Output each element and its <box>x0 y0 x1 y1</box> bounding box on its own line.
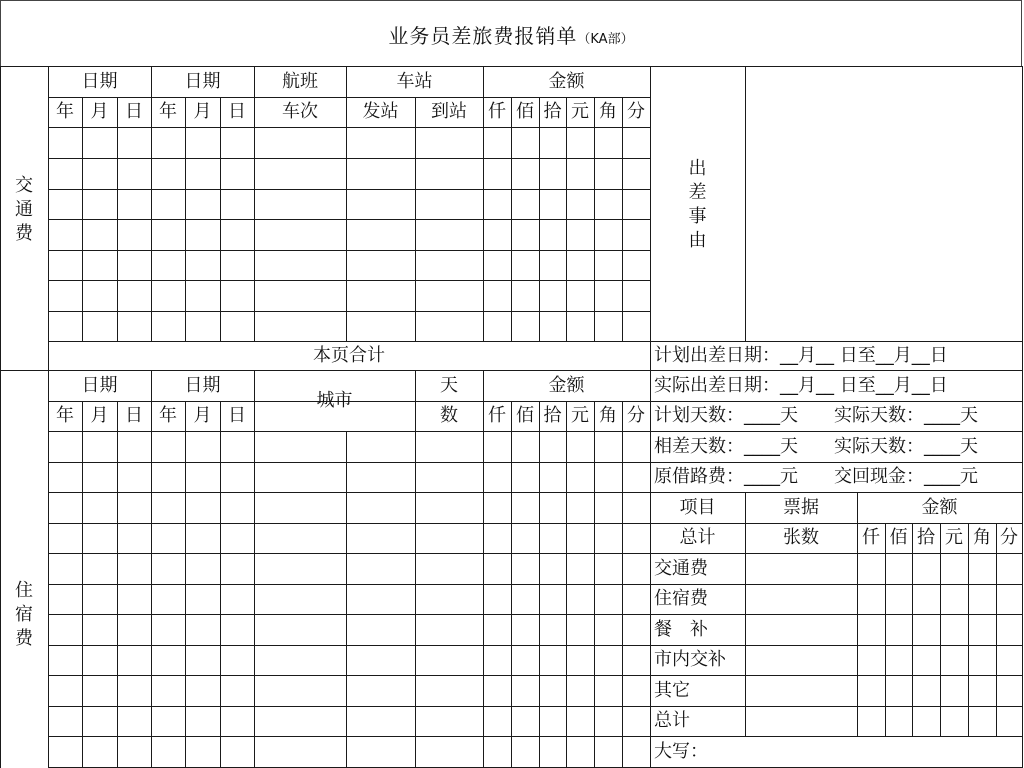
grid-line <box>885 523 886 737</box>
grid-line <box>82 97 83 342</box>
summary-row-label: 交通费 <box>654 557 708 579</box>
travel-advance: 原借路费：____元 <box>654 466 798 487</box>
transport-row-line <box>48 158 651 159</box>
grid-line <box>48 127 651 128</box>
actual-days: 实际天数：____天 <box>834 405 978 426</box>
grid-line <box>117 97 118 342</box>
lodging-header-amount: 金额 <box>548 374 585 396</box>
transport-header-month: 月 <box>90 101 109 122</box>
lodging-row-line <box>48 462 651 463</box>
amount-in-words: 大写： <box>654 740 708 762</box>
form-title-text: 业务员差旅费报销单 <box>388 24 578 48</box>
lodging-row-line <box>48 584 651 585</box>
form-title <box>0 20 1022 49</box>
form-right-border <box>1022 66 1023 768</box>
lodging-header-days-top: 天 <box>440 374 458 396</box>
summary-row-label: 其它 <box>654 679 690 701</box>
lodging-amount-unit: 元 <box>571 405 589 426</box>
planned-days: 计划天数：____天 <box>654 405 798 426</box>
transport-amount-unit: 角 <box>599 101 617 122</box>
grid-line <box>622 401 623 768</box>
lodging-header-checkin-date: 日期 <box>81 374 118 396</box>
grid-line <box>220 401 221 768</box>
summary-row-label: 住宿费 <box>654 588 708 609</box>
summary-amount-unit: 分 <box>1000 527 1018 548</box>
transport-row-line <box>48 280 651 281</box>
summary-amount-unit: 元 <box>945 527 963 548</box>
trip-reason-divider <box>745 66 746 342</box>
lodging-section-label: 住 宿 费 <box>15 580 33 649</box>
grid-line <box>912 523 913 737</box>
transport-header-day: 日 <box>125 101 143 122</box>
lodging-row-line <box>48 706 651 707</box>
grid-line <box>566 401 567 768</box>
grid-line <box>346 431 347 768</box>
difference-days: 相差天数：____天 <box>654 435 798 457</box>
lodging-row-line <box>48 492 651 493</box>
grid-line <box>415 97 416 342</box>
transport-header-from: 发站 <box>362 101 399 122</box>
summary-amount-unit: 佰 <box>889 527 908 548</box>
lodging-header-day: 日 <box>125 405 143 426</box>
lodging-row-line <box>48 614 651 615</box>
grid-line <box>622 97 623 342</box>
grid-line <box>539 97 540 342</box>
lodging-header-year: 年 <box>56 405 74 426</box>
trip-reason-label: 出 差 事 由 <box>688 158 707 251</box>
grid-line <box>594 401 595 768</box>
transport-header-month: 月 <box>193 101 212 122</box>
lodging-header-month: 月 <box>193 405 212 426</box>
summary-header-item: 项目 <box>679 496 716 518</box>
lodging-row-line <box>48 523 651 524</box>
transport-header-arrive-date: 日期 <box>184 70 221 92</box>
grid-line <box>220 97 221 342</box>
transport-row-line <box>48 189 651 190</box>
grid-line <box>48 431 651 432</box>
actual-trip-dates: 实际出差日期：__月__ 日至__月__日 <box>654 374 948 396</box>
transport-header-year: 年 <box>159 101 177 122</box>
lodging-header-checkout-date: 日期 <box>184 374 221 396</box>
lodging-row-line <box>48 553 651 554</box>
lodging-header-month: 月 <box>90 405 109 426</box>
lodging-amount-unit: 角 <box>599 405 617 426</box>
grid-line <box>566 97 567 342</box>
grid-line <box>996 523 997 737</box>
summary-amount-unit: 拾 <box>917 527 935 548</box>
transport-amount-unit: 拾 <box>543 101 562 122</box>
transport-header-amount: 金额 <box>548 70 585 92</box>
transport-header-depart-date: 日期 <box>81 70 118 92</box>
transport-row-line <box>48 219 651 220</box>
summary-amount-unit: 仟 <box>862 527 880 548</box>
lodging-amount-unit: 佰 <box>516 405 534 426</box>
transport-header-year: 年 <box>56 101 74 122</box>
transport-header-to: 到站 <box>431 101 467 122</box>
transport-row-line <box>48 250 651 251</box>
lodging-header-days-bottom: 数 <box>440 405 458 426</box>
lodging-header-city: 城市 <box>316 389 353 411</box>
summary-header-receipts: 票据 <box>783 496 819 518</box>
lodging-amount-unit: 拾 <box>543 405 562 426</box>
lodging-header-day: 日 <box>228 405 246 426</box>
transport-amount-unit: 仟 <box>488 101 506 122</box>
grid-line <box>185 97 186 342</box>
lodging-row-line <box>48 645 651 646</box>
actual-days-2: 实际天数：____天 <box>834 435 978 457</box>
summary-row-label: 市内交补 <box>654 649 726 670</box>
transport-section-label: 交 通 费 <box>15 175 33 244</box>
summary-row-label: 总计 <box>654 710 690 731</box>
planned-trip-dates: 计划出差日期：__月__ 日至__月__日 <box>654 344 948 366</box>
transport-amount-unit: 佰 <box>516 101 534 122</box>
summary-row-label: 餐 补 <box>654 618 708 640</box>
transport-header-station: 车站 <box>396 70 433 92</box>
grid-line <box>940 523 941 737</box>
transport-row-line <box>48 311 651 312</box>
transport-amount-unit: 分 <box>627 101 645 122</box>
lodging-amount-unit: 仟 <box>488 405 506 426</box>
summary-header-total: 总计 <box>679 527 716 548</box>
grid-line <box>539 401 540 768</box>
transport-header-train-no: 车次 <box>282 101 318 122</box>
grid-line <box>968 523 969 737</box>
lodging-amount-unit: 分 <box>627 405 645 426</box>
summary-amount-unit: 角 <box>973 527 991 548</box>
transport-header-day: 日 <box>228 101 246 122</box>
lodging-row-line <box>48 675 651 676</box>
grid-line <box>82 401 83 768</box>
summary-header-count: 张数 <box>783 527 819 548</box>
grid-line <box>594 97 595 342</box>
cash-returned: 交回现金：____元 <box>834 466 978 487</box>
transport-amount-unit: 元 <box>571 101 589 122</box>
grid-line <box>185 401 186 768</box>
grid-line <box>117 401 118 768</box>
grid-line <box>511 97 512 342</box>
transport-header-flight: 航班 <box>282 70 318 92</box>
summary-header-amount: 金额 <box>921 496 958 518</box>
transport-page-total: 本页合计 <box>313 344 385 366</box>
grid-line <box>511 401 512 768</box>
lodging-header-year: 年 <box>159 405 177 426</box>
form-title-dept: （KA部） <box>577 32 634 47</box>
lodging-row-line <box>48 736 651 737</box>
